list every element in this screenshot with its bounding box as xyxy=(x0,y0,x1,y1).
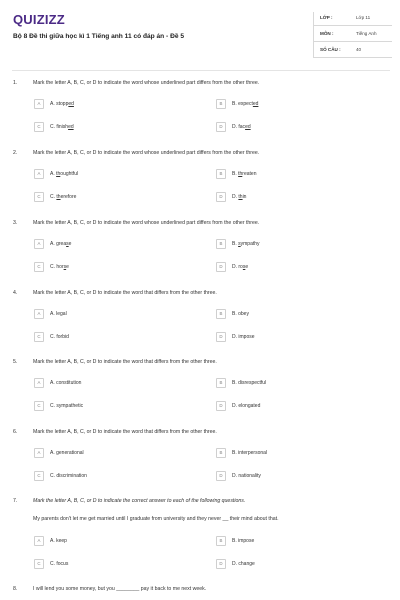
quizizz-logo: QUIZIZZ xyxy=(13,12,65,27)
question-subtext: My parents don't let me get married until I graduate from university and they never __ their mind about that. xyxy=(33,516,279,522)
option-letter-box: D xyxy=(216,401,226,411)
underlined-part: s xyxy=(66,241,69,247)
option-label: B. obey xyxy=(232,311,249,317)
option-letter-box: B xyxy=(216,448,226,458)
option-label: B. expected xyxy=(232,101,259,107)
meta-row-class xyxy=(314,12,392,26)
option-label: D. faced xyxy=(232,124,251,130)
option-letter-box: D xyxy=(216,332,226,342)
option-letter-box: B xyxy=(216,169,226,179)
option-letter-box: B xyxy=(216,309,226,319)
option-label: A. generational xyxy=(50,450,84,456)
answer-option-c[interactable] xyxy=(34,332,204,344)
option-letter-box: B xyxy=(216,239,226,249)
option-letter-box: B xyxy=(216,378,226,388)
meta-row-subject xyxy=(314,28,392,42)
question-number: 8. xyxy=(13,586,18,592)
question-number: 3. xyxy=(13,220,18,226)
question-number: 6. xyxy=(13,429,18,435)
answer-option-c[interactable] xyxy=(34,262,204,274)
answer-option-d[interactable] xyxy=(216,192,386,204)
option-label: A. keep xyxy=(50,538,67,544)
option-letter-box: D xyxy=(216,122,226,132)
question-number: 5. xyxy=(13,359,18,365)
answer-option-c[interactable] xyxy=(34,192,204,204)
answer-option-b[interactable] xyxy=(216,169,386,181)
answer-option-d[interactable] xyxy=(216,122,386,134)
answer-option-a[interactable] xyxy=(34,309,204,321)
question-number: 1. xyxy=(13,80,18,86)
header-divider xyxy=(12,70,390,71)
question-text: Mark the letter A, B, C, or D to indicate the word that differs from the other three. xyxy=(33,429,217,435)
option-letter-box: C xyxy=(34,559,44,569)
answer-option-b[interactable] xyxy=(216,309,386,321)
answer-option-d[interactable] xyxy=(216,262,386,274)
option-label: A. stopped xyxy=(50,101,74,107)
answer-option-c[interactable] xyxy=(34,471,204,483)
meta-value: Tiếng Anh xyxy=(356,31,377,36)
option-letter-box: D xyxy=(216,192,226,202)
answer-option-a[interactable] xyxy=(34,536,204,548)
answer-option-d[interactable] xyxy=(216,559,386,571)
option-label: A. grease xyxy=(50,241,72,247)
option-label: C. discrimination xyxy=(50,473,87,479)
option-label: A. legal xyxy=(50,311,67,317)
answer-option-a[interactable] xyxy=(34,99,204,111)
meta-value: 40 xyxy=(356,47,362,52)
option-label: A. constitution xyxy=(50,380,82,386)
option-letter-box: A xyxy=(34,536,44,546)
question-text: Mark the letter A, B, C, or D to indicate the word whose underlined part differs from the other three. xyxy=(33,80,260,86)
answer-option-b[interactable] xyxy=(216,448,386,460)
underlined-part: ed xyxy=(68,124,74,130)
option-letter-box: A xyxy=(34,239,44,249)
option-label: D. thin xyxy=(232,194,247,200)
option-letter-box: C xyxy=(34,192,44,202)
underlined-part: th xyxy=(238,171,243,177)
option-label: B. threaten xyxy=(232,171,257,177)
answer-option-c[interactable] xyxy=(34,401,204,413)
option-label: B. disrespectful xyxy=(232,380,267,386)
underlined-part: th xyxy=(56,171,61,177)
option-label: C. finished xyxy=(50,124,74,130)
option-label: D. rose xyxy=(232,264,249,270)
answer-option-d[interactable] xyxy=(216,401,386,413)
question-text: Mark the letter A, B, C, or D to indicate the word whose underlined part differs from the other three. xyxy=(33,220,260,226)
option-letter-box: A xyxy=(34,378,44,388)
option-letter-box: D xyxy=(216,471,226,481)
option-label: C. horse xyxy=(50,264,69,270)
underlined-part: ed xyxy=(245,124,251,130)
answer-option-d[interactable] xyxy=(216,332,386,344)
underlined-part: s xyxy=(242,264,246,270)
option-label: C. forbid xyxy=(50,334,69,340)
answer-option-b[interactable] xyxy=(216,536,386,548)
option-label: C. sympathetic xyxy=(50,403,84,409)
meta-key: MÔN : xyxy=(320,31,334,36)
option-letter-box: C xyxy=(34,262,44,272)
question-number: 2. xyxy=(13,150,18,156)
option-letter-box: A xyxy=(34,169,44,179)
answer-option-d[interactable] xyxy=(216,471,386,483)
answer-option-a[interactable] xyxy=(34,169,204,181)
underlined-part: s xyxy=(63,264,67,270)
option-letter-box: B xyxy=(216,99,226,109)
question-text: Mark the letter A, B, C, or D to indicate the word that differs from the other three. xyxy=(33,290,217,296)
question-text: Mark the letter A, B, C, or D to indicate the word that differs from the other three. xyxy=(33,359,217,365)
underlined-part: th xyxy=(56,194,61,200)
answer-option-b[interactable] xyxy=(216,239,386,251)
question-text: Mark the letter A, B, C, or D to indicate the correct answer to each of the following questions. xyxy=(33,498,246,504)
option-label: A. thoughtful xyxy=(50,171,79,177)
option-label: D. change xyxy=(232,561,255,567)
document-title: Bộ 8 Đề thi giữa học kì 1 Tiếng anh 11 có đáp án - Đề 5 xyxy=(13,33,185,40)
option-letter-box: C xyxy=(34,471,44,481)
header xyxy=(0,0,400,72)
option-label: C. focus xyxy=(50,561,69,567)
option-letter-box: D xyxy=(216,559,226,569)
answer-option-a[interactable] xyxy=(34,378,204,390)
option-label: B. interpersonal xyxy=(232,450,268,456)
meta-key: LỚP : xyxy=(320,15,333,20)
option-letter-box: B xyxy=(216,536,226,546)
question-number: 4. xyxy=(13,290,18,296)
answer-option-a[interactable] xyxy=(34,239,204,251)
answer-option-a[interactable] xyxy=(34,448,204,460)
option-letter-box: C xyxy=(34,332,44,342)
option-label: B. impose xyxy=(232,538,255,544)
meta-key: SỐ CÂU : xyxy=(320,47,341,52)
underlined-part: ed xyxy=(252,101,259,107)
option-label: B. sympathy xyxy=(232,241,260,247)
underlined-part: s xyxy=(238,241,241,247)
question-number: 7. xyxy=(13,498,18,504)
option-letter-box: D xyxy=(216,262,226,272)
option-letter-box: A xyxy=(34,99,44,109)
question-text: I will lend you some money, but you ________ pay it back to me next week. xyxy=(33,586,207,592)
underlined-part: th xyxy=(238,194,243,200)
option-label: D. elongated xyxy=(232,403,261,409)
option-label: D. nationality xyxy=(232,473,261,479)
answer-option-b[interactable] xyxy=(216,378,386,390)
option-letter-box: C xyxy=(34,122,44,132)
meta-value: Lớp 11 xyxy=(356,15,371,20)
option-letter-box: C xyxy=(34,401,44,411)
underlined-part: ed xyxy=(68,101,74,107)
option-letter-box: A xyxy=(34,309,44,319)
answer-option-c[interactable] xyxy=(34,559,204,571)
question-text: Mark the letter A, B, C, or D to indicate the word whose underlined part differs from the other three. xyxy=(33,150,260,156)
option-label: C. therefore xyxy=(50,194,77,200)
option-label: D. impose xyxy=(232,334,255,340)
answer-option-b[interactable] xyxy=(216,99,386,111)
option-letter-box: A xyxy=(34,448,44,458)
answer-option-c[interactable] xyxy=(34,122,204,134)
meta-row-count xyxy=(314,44,392,58)
